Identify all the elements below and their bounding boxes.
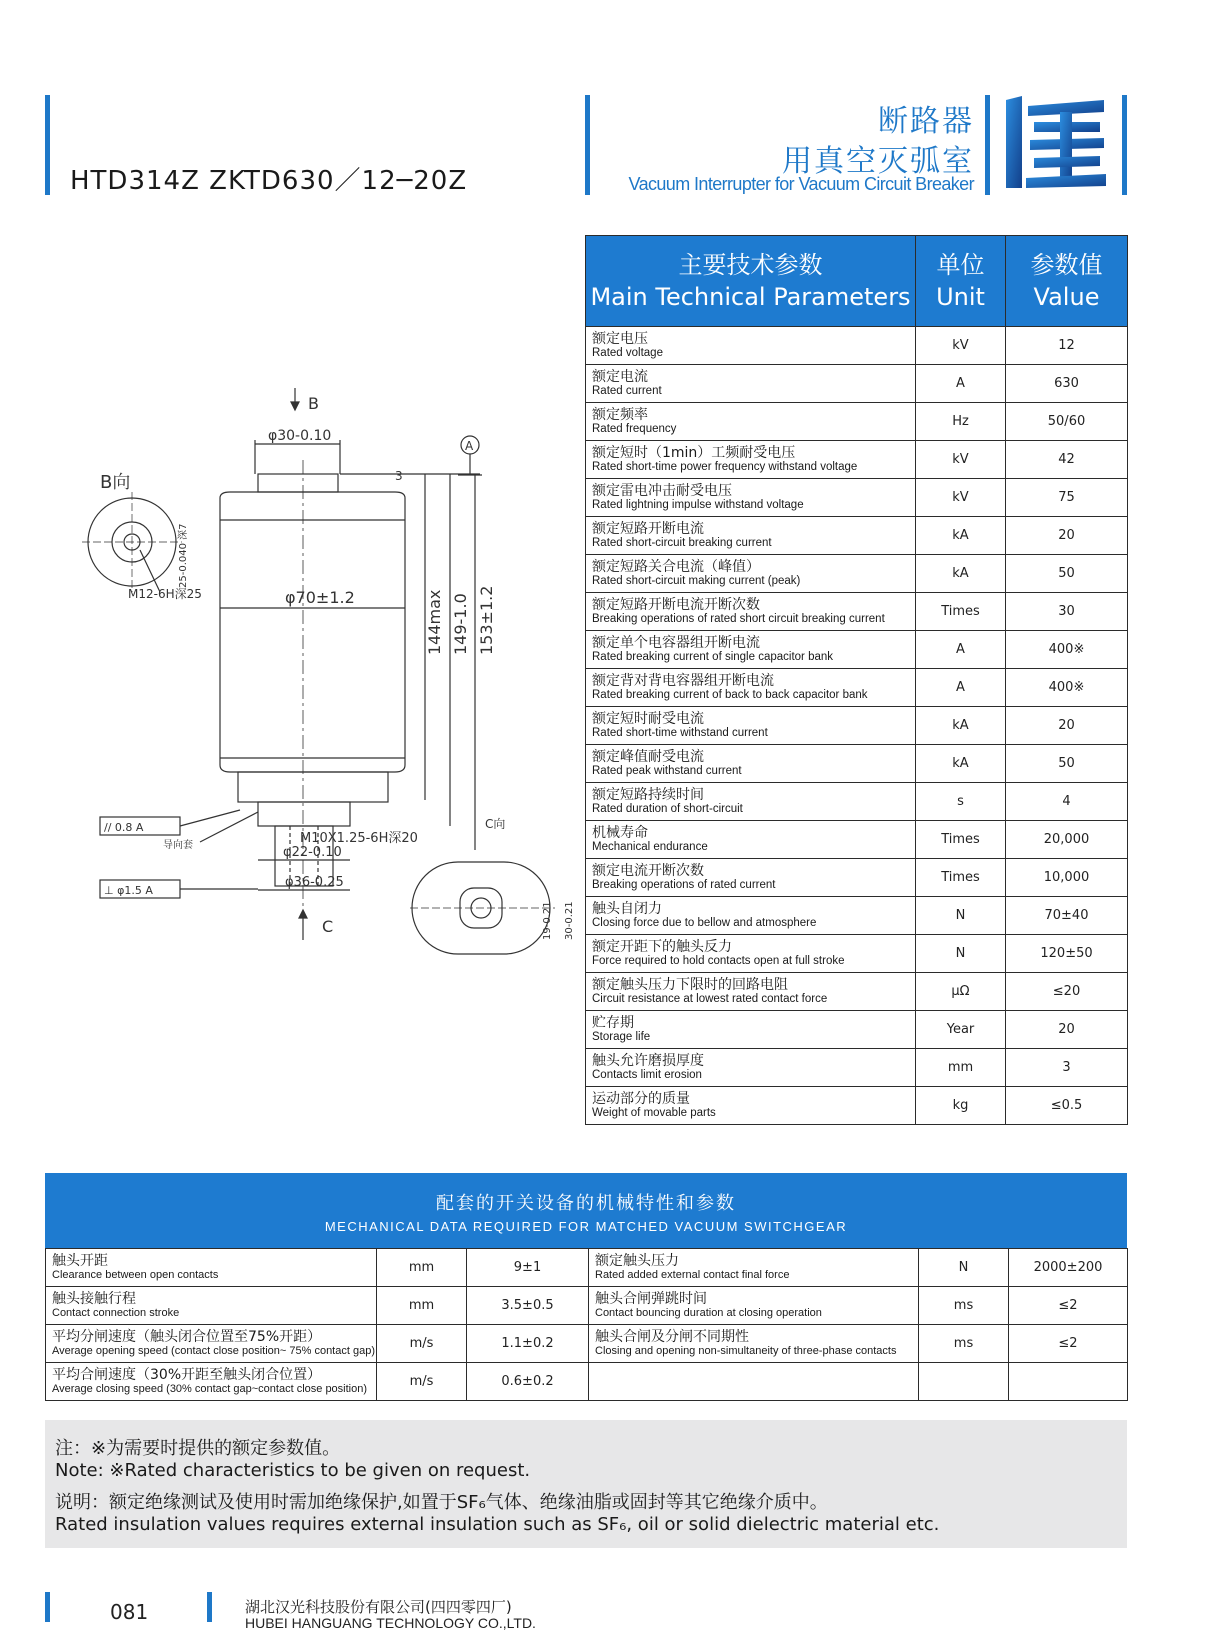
param-name: [586, 593, 916, 631]
mech-left-unit: mm: [377, 1287, 467, 1325]
params-row: [586, 935, 1128, 973]
param-name: [586, 973, 916, 1011]
param-unit: Year: [916, 1011, 1006, 1049]
mech-title-cn: 配套的开关设备的机械特性和参数: [436, 1193, 736, 1214]
param-value: 30: [1006, 593, 1128, 631]
param-name-en: Closing force due to bellow and atmosphere: [592, 916, 817, 929]
label-b-view: B向: [100, 472, 131, 493]
mech-right-name: [589, 1287, 919, 1325]
param-name: [586, 555, 916, 593]
param-name: [586, 669, 916, 707]
param-value: 12: [1006, 327, 1128, 365]
param-name: [586, 327, 916, 365]
param-name-en: Rated voltage: [592, 346, 663, 359]
mech-left-value: 0.6±0.2: [467, 1363, 589, 1401]
params-row: [586, 897, 1128, 935]
mech-right-name: [589, 1249, 919, 1287]
param-name-cn: 触头自闭力: [592, 900, 662, 917]
param-value: 4: [1006, 783, 1128, 821]
param-name-cn: 额定短时耐受电流: [592, 710, 704, 727]
param-name-cn: 额定短路关合电流（峰值）: [592, 558, 760, 575]
param-name-en: Rated peak withstand current: [592, 764, 742, 777]
label-dim19: 19-0.21: [542, 901, 553, 940]
param-name-en: Rated short-circuit making current (peak): [592, 574, 801, 587]
label-h144: 144max: [425, 589, 444, 655]
params-row: [586, 403, 1128, 441]
param-name-cn: 额定短路开断电流开断次数: [592, 596, 760, 613]
param-unit: A: [916, 631, 1006, 669]
param-name-cn: 额定背对背电容器组开断电流: [592, 672, 774, 689]
param-name: [586, 517, 916, 555]
param-name-cn: 额定开距下的触头反力: [592, 938, 732, 955]
param-name-cn: 额定雷电冲击耐受电压: [592, 482, 732, 499]
mech-left-name: [46, 1287, 377, 1325]
params-head-unit: 单位 Unit: [916, 236, 1006, 327]
mech-left-name-en: Average closing speed (30% contact gap~contact close position): [52, 1382, 368, 1395]
logo-right-bar: [1122, 95, 1127, 195]
mech-left-name-en: Clearance between open contacts: [52, 1268, 219, 1281]
param-name: [586, 745, 916, 783]
param-value: 70±40: [1006, 897, 1128, 935]
param-value: 50/60: [1006, 403, 1128, 441]
mech-right-name-en: Rated added external contact final force: [595, 1268, 790, 1281]
param-name-cn: 额定电压: [592, 330, 648, 347]
label-h149: 149-1.0: [451, 593, 470, 655]
mech-right-value: [1009, 1363, 1128, 1401]
params-table: [585, 235, 1128, 1125]
label-thread-bot: M10X1.25-6H深20: [300, 831, 418, 846]
params-head-param: 主要技术参数 Main Technical Parameters: [586, 236, 916, 327]
param-name-cn: 额定短路开断电流: [592, 520, 704, 537]
mech-title-en: MECHANICAL DATA REQUIRED FOR MATCHED VACUUM SWITCHGEAR: [324, 1219, 848, 1234]
params-row: [586, 1011, 1128, 1049]
param-value: 630: [1006, 365, 1128, 403]
mech-left-name: [46, 1249, 377, 1287]
param-unit: kV: [916, 479, 1006, 517]
param-value: 10,000: [1006, 859, 1128, 897]
header-left-bar: [45, 95, 50, 195]
mech-left-value: 9±1: [467, 1249, 589, 1287]
param-name: [586, 631, 916, 669]
param-name-cn: 额定短路持续时间: [592, 786, 704, 803]
label-dim30: 30-0.21: [564, 901, 575, 940]
param-unit: kV: [916, 327, 1006, 365]
param-name: [586, 1087, 916, 1125]
mech-left-unit: m/s: [377, 1325, 467, 1363]
params-row: [586, 1087, 1128, 1125]
mech-left-name-cn: 触头接触行程: [52, 1290, 136, 1307]
param-name: [586, 403, 916, 441]
param-value: 50: [1006, 555, 1128, 593]
mech-right-name: [589, 1363, 919, 1401]
param-value: 400※: [1006, 669, 1128, 707]
param-unit: Hz: [916, 403, 1006, 441]
label-datum-a: A: [465, 439, 474, 453]
mech-right-value: ≤2: [1009, 1325, 1128, 1363]
param-name-en: Force required to hold contacts open at full stroke: [592, 954, 845, 967]
param-unit: kA: [916, 555, 1006, 593]
param-name: [586, 441, 916, 479]
param-name-cn: 额定电流开断次数: [592, 862, 704, 879]
mech-row: [46, 1325, 1128, 1363]
mech-right-unit: ms: [919, 1287, 1009, 1325]
label-dia70: φ70±1.2: [285, 588, 355, 607]
model-title: HTD314Z ZKTD630／12─20Z: [70, 166, 468, 196]
param-value: 20,000: [1006, 821, 1128, 859]
label-dia22: φ22-0.10: [283, 845, 342, 860]
logo-left-bar: [985, 95, 990, 195]
company-cn: 湖北汉光科技股份有限公司(四四零四厂): [245, 1598, 512, 1616]
param-value: 75: [1006, 479, 1128, 517]
params-row: [586, 669, 1128, 707]
mech-left-value: 3.5±0.5: [467, 1287, 589, 1325]
param-name-en: Circuit resistance at lowest rated contact force: [592, 992, 828, 1005]
mech-left-name: [46, 1363, 377, 1401]
mech-right-value: ≤2: [1009, 1287, 1128, 1325]
mech-right-name: [589, 1325, 919, 1363]
param-name-en: Breaking operations of rated short circuit breaking current: [592, 612, 885, 625]
param-name: [586, 935, 916, 973]
param-name: [586, 479, 916, 517]
param-name-en: Rated duration of short-circuit: [592, 802, 743, 815]
param-unit: kA: [916, 707, 1006, 745]
mech-left-name-en: Contact connection stroke: [52, 1306, 180, 1319]
label-c-view: C向: [485, 817, 506, 831]
title-cn-line2: 用真空灭弧室: [782, 144, 974, 179]
mech-header: [45, 1173, 1127, 1248]
param-name: [586, 821, 916, 859]
b-arrow-head: [291, 402, 299, 410]
param-unit: kg: [916, 1087, 1006, 1125]
param-name-cn: 额定电流: [592, 368, 648, 385]
params-row: [586, 821, 1128, 859]
mech-right-unit: N: [919, 1249, 1009, 1287]
param-unit: A: [916, 669, 1006, 707]
param-name-cn: 额定触头压力下限时的回路电阻: [592, 976, 788, 993]
params-row: [586, 593, 1128, 631]
param-unit: mm: [916, 1049, 1006, 1087]
params-head-value: 参数值 Value: [1006, 236, 1128, 327]
mech-left-name-en: Average opening speed (contact close position~ 75% contact gap): [52, 1344, 375, 1357]
label-perp15: ⊥ φ1.5 A: [104, 884, 153, 897]
params-row: [586, 783, 1128, 821]
note-cn: 注：※为需要时提供的额定参数值。: [55, 1438, 341, 1459]
param-value: 42: [1006, 441, 1128, 479]
param-name: [586, 1011, 916, 1049]
param-name-cn: 额定峰值耐受电流: [592, 748, 704, 765]
mech-left-name-cn: 平均合闸速度（30%开距至触头闭合位置）: [52, 1366, 322, 1383]
mech-row: [46, 1249, 1128, 1287]
params-row: [586, 327, 1128, 365]
param-value: ≤0.5: [1006, 1087, 1128, 1125]
label-thread-top: M12-6H深25: [128, 587, 202, 601]
mech-right-unit: ms: [919, 1325, 1009, 1363]
company-en: HUBEI HANGUANG TECHNOLOGY CO.,LTD.: [245, 1615, 536, 1631]
param-name-en: Rated frequency: [592, 422, 677, 435]
param-name-en: Storage life: [592, 1030, 651, 1043]
mech-left-name-cn: 平均分闸速度（触头闭合位置至75%开距）: [52, 1328, 322, 1345]
mech-right-value: 2000±200: [1009, 1249, 1128, 1287]
param-value: 3: [1006, 1049, 1128, 1087]
params-row: [586, 479, 1128, 517]
mech-left-name-cn: 触头开距: [52, 1252, 108, 1269]
params-row: [586, 973, 1128, 1011]
params-row: [586, 707, 1128, 745]
label-dia36: φ36-0.25: [285, 875, 344, 890]
mech-left-unit: m/s: [377, 1363, 467, 1401]
param-unit: kA: [916, 745, 1006, 783]
mech-row: [46, 1287, 1128, 1325]
interrupter-body: [220, 492, 405, 772]
param-name-cn: 额定频率: [592, 406, 648, 423]
top-terminal: [258, 474, 338, 492]
mech-left-value: 1.1±0.2: [467, 1325, 589, 1363]
header-mid-bar: [585, 95, 590, 195]
param-name-cn: 额定单个电容器组开断电流: [592, 634, 760, 651]
param-name: [586, 859, 916, 897]
params-row: [586, 365, 1128, 403]
technical-drawing: [30, 380, 580, 1020]
label-tol25: 25-0.040 深7: [178, 523, 189, 588]
param-name-en: Contacts limit erosion: [592, 1068, 702, 1081]
param-name-cn: 机械寿命: [592, 824, 648, 841]
param-name: [586, 365, 916, 403]
mech-right-name-en: Contact bouncing duration at closing operation: [595, 1306, 822, 1319]
param-unit: Times: [916, 593, 1006, 631]
mech-right-unit: [919, 1363, 1009, 1401]
mech-right-name-cn: 额定触头压力: [595, 1252, 679, 1269]
mech-row: [46, 1363, 1128, 1401]
param-name-en: Rated current: [592, 384, 662, 397]
label-par08: // 0.8 A: [104, 821, 144, 834]
param-unit: Times: [916, 859, 1006, 897]
param-name-en: Rated breaking current of back to back capacitor bank: [592, 688, 868, 701]
title-cn-line1: 断路器: [878, 104, 974, 139]
param-name-cn: 触头允许磨损厚度: [592, 1052, 704, 1069]
param-value: 20: [1006, 707, 1128, 745]
params-row: [586, 859, 1128, 897]
param-name-cn: 运动部分的质量: [592, 1090, 690, 1107]
param-name-en: Rated breaking current of single capacitor bank: [592, 650, 834, 663]
param-unit: kV: [916, 441, 1006, 479]
page-number: 081: [110, 1600, 149, 1624]
param-name-en: Rated short-circuit breaking current: [592, 536, 772, 549]
notes-box: [45, 1420, 1127, 1548]
label-dia30: φ30-0.10: [268, 428, 332, 444]
param-unit: N: [916, 935, 1006, 973]
params-row: [586, 1049, 1128, 1087]
params-row: [586, 555, 1128, 593]
param-name-en: Mechanical endurance: [592, 840, 708, 853]
param-unit: kA: [916, 517, 1006, 555]
param-value: 20: [1006, 1011, 1128, 1049]
param-value: 50: [1006, 745, 1128, 783]
param-value: 20: [1006, 517, 1128, 555]
param-unit: Times: [916, 821, 1006, 859]
param-unit: A: [916, 365, 1006, 403]
param-value: ≤20: [1006, 973, 1128, 1011]
bottom-flange: [238, 772, 388, 802]
param-value: 400※: [1006, 631, 1128, 669]
explanation-cn: 说明：额定绝缘测试及使用时需加绝缘保护,如置于SF₆气体、绝缘油脂或固封等其它绝缘介质中。: [55, 1492, 828, 1513]
param-name: [586, 783, 916, 821]
label-c-arrow: C: [322, 917, 334, 936]
param-name: [586, 897, 916, 935]
param-name-en: Weight of movable parts: [592, 1106, 716, 1119]
explanation-en: Rated insulation values requires external insulation such as SF₆, oil or solid dielectric material etc.: [55, 1514, 940, 1535]
params-row: [586, 441, 1128, 479]
param-unit: N: [916, 897, 1006, 935]
param-value: 120±50: [1006, 935, 1128, 973]
param-name-en: Breaking operations of rated current: [592, 878, 776, 891]
label-dim3: 3: [395, 469, 403, 483]
hanguang-logo-icon: [1000, 92, 1110, 192]
footer-left-bar: [45, 1592, 50, 1622]
param-unit: s: [916, 783, 1006, 821]
label-guide: 导向套: [163, 840, 193, 851]
mech-right-name-cn: 触头合闸及分闸不同期性: [595, 1328, 749, 1345]
params-row: [586, 631, 1128, 669]
params-header-row: [586, 236, 1128, 327]
param-name-cn: 贮存期: [592, 1014, 634, 1031]
mech-right-name-en: Closing and opening non-simultaneity of three-phase contacts: [595, 1344, 897, 1357]
param-name: [586, 1049, 916, 1087]
mech-left-name: [46, 1325, 377, 1363]
mech-left-unit: mm: [377, 1249, 467, 1287]
param-name-en: Rated short-time withstand current: [592, 726, 768, 739]
footer-mid-bar: [207, 1592, 212, 1622]
mech-right-name-cn: 触头合闸弹跳时间: [595, 1290, 707, 1307]
guide-sleeve: [258, 802, 350, 826]
params-row: [586, 517, 1128, 555]
params-row: [586, 745, 1128, 783]
title-en: Vacuum Interrupter for Vacuum Circuit Breaker: [628, 174, 974, 194]
note-en: Note: ※Rated characteristics to be given on request.: [55, 1460, 531, 1481]
param-name-en: Rated lightning impulse withstand voltage: [592, 498, 804, 511]
label-b-arrow: B: [308, 394, 319, 413]
param-name-en: Rated short-time power frequency withstand voltage: [592, 460, 858, 473]
param-unit: μΩ: [916, 973, 1006, 1011]
param-name-cn: 额定短时（1min）工频耐受电压: [592, 444, 796, 461]
label-h153: 153±1.2: [477, 585, 496, 655]
param-name: [586, 707, 916, 745]
